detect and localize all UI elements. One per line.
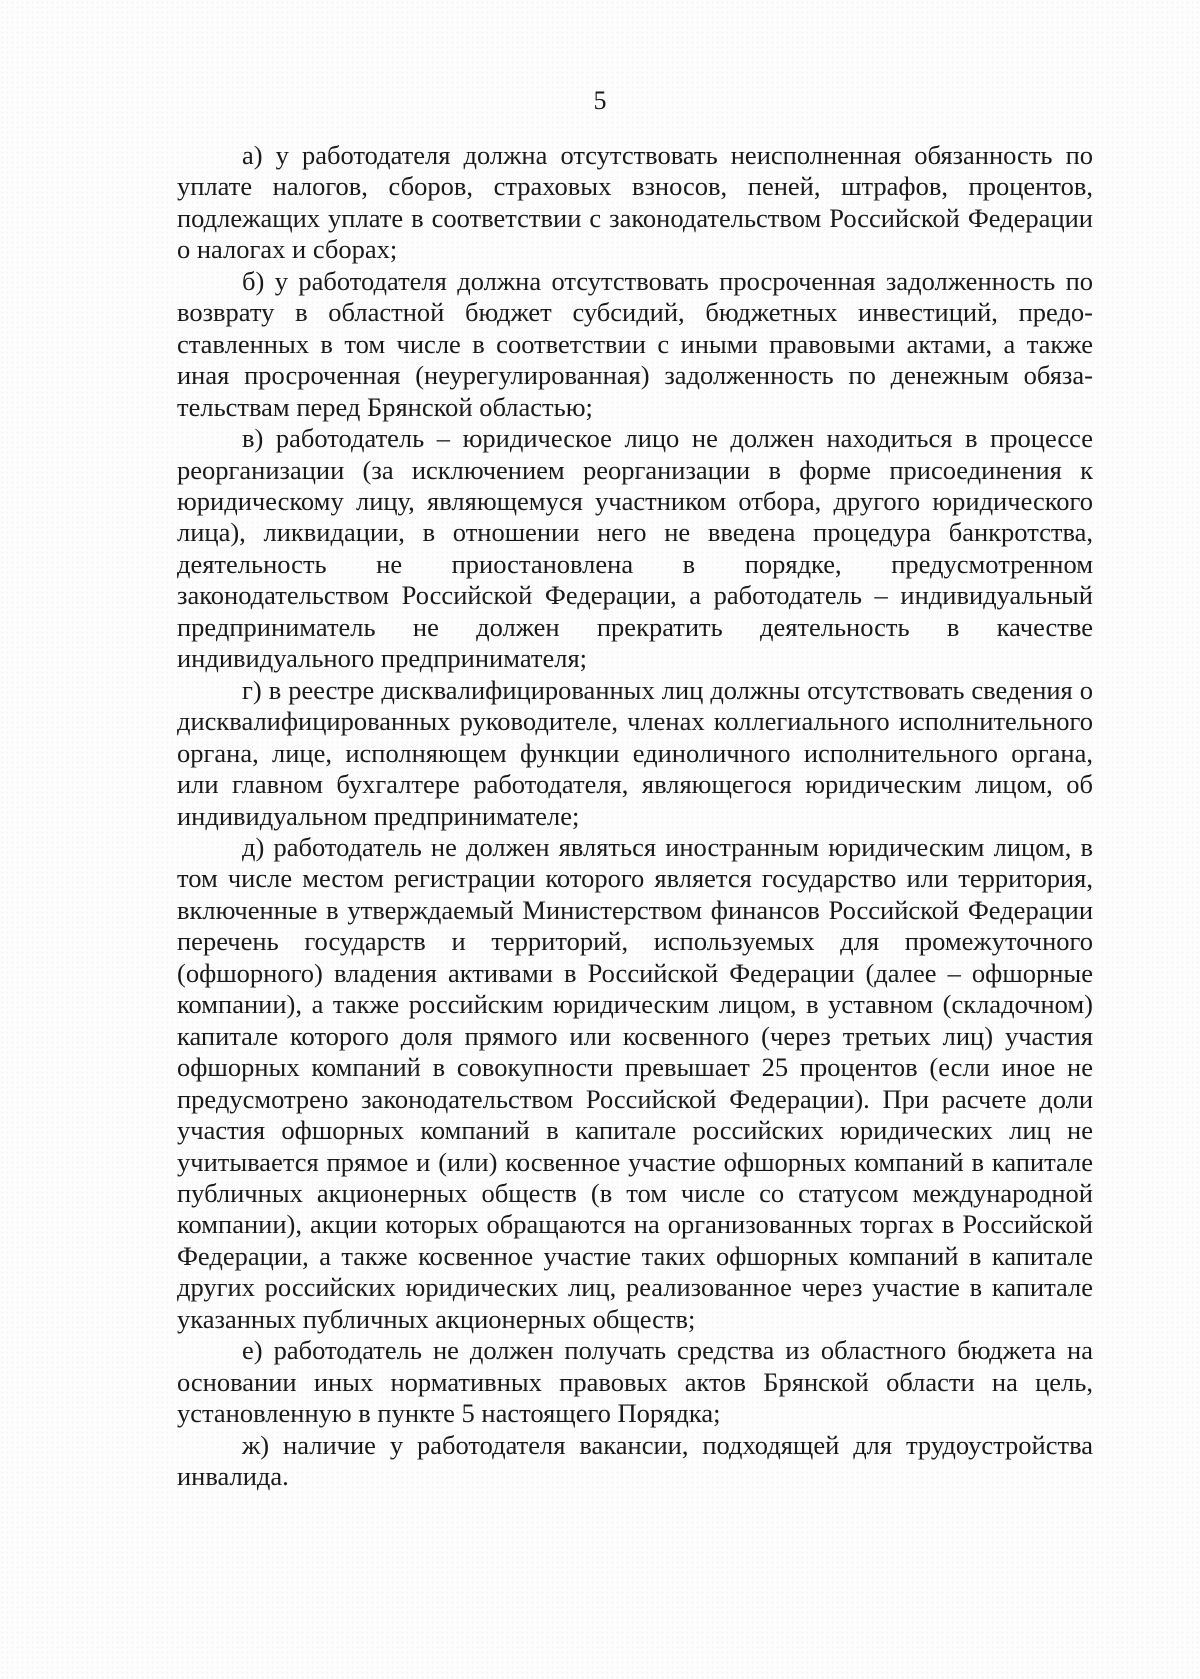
paragraph-g: г) в реестре дисквалифицированных лиц должны отсутствовать сведения о дисквалифицированных руководителе, членах коллегиального исполнительного органа, лице, исполняющем функции единоличного исполнительного органа, или главном бухгалтере работодателя, являющегося юридическим лицом, об индивидуальном предпринимателе; — [177, 674, 1093, 831]
page-number: 5 — [593, 86, 607, 115]
paragraph-zh: ж) наличие у работодателя вакансии, подходящей для трудоустройства инвалида. — [177, 1429, 1093, 1492]
document-body — [177, 140, 1093, 1492]
paragraph-b: б) у работодателя должна отсутствовать просроченная задолженность по возврату в областной бюджет субсидий, бюджетных инвестиций, предоставленных в том числе в соответствии с иными правовыми актами, а также иная просроченная (неурегулированная) задолженность по денежным обязательствам перед Брянской областью; — [177, 265, 1093, 422]
paragraph-d: д) работодатель не должен являться иностранным юридическим лицом, в том числе местом регистрации которого является государство или территория, включенные в утверждаемый Министерством финансов Российской Федерации перечень государств и территорий, используемых для промежуточного (офшорного) владения активами в Российской Федерации (далее – офшорные компании), а также российским юридическим лицом, в уставном (складочном) капитале которого доля прямого или косвенного (через третьих лиц) участия офшорных компаний в совокупности превышает 25 процентов (если иное не предусмотрено законодательством Российской Федерации). При расчете доли участия офшорных компаний в капитале российских юридических лиц не учитывается прямое и (или) косвенное участие офшорных компаний в капитале публичных акционерных обществ (в том числе со статусом международной компании), акции которых обращаются на организованных торгах в Российской Федерации, а также косвенное участие таких офшорных компаний в капитале других российских юридических лиц, реализованное через участие в капитале указанных публичных акционерных обществ; — [177, 831, 1093, 1334]
paragraph-v: в) работодатель – юридическое лицо не должен находиться в процессе реорганизации (за исключением реорганизации в форме присоединения к юридическому лицу, являющемуся участником отбора, другого юридического лица), ликвидации, в отношении него не введена процедура банкротства, деятельность не приостановлена в порядке, предусмотренном законодательством Российской Федерации, а работодатель – индивидуальный предприниматель не должен прекратить деятельность в качестве индивидуального предпринимателя; — [177, 423, 1093, 674]
paragraph-a: а) у работодателя должна отсутствовать неисполненная обязанность по уплате налогов, сборов, страховых взносов, пеней, штрафов, процентов, подлежащих уплате в соответствии с законодательством Российской Федерации о налогах и сборах; — [177, 140, 1093, 265]
paragraph-e: е) работодатель не должен получать средства из областного бюджета на основании иных нормативных правовых актов Брянской области на цель, установленную в пункте 5 настоящего Порядка; — [177, 1335, 1093, 1429]
